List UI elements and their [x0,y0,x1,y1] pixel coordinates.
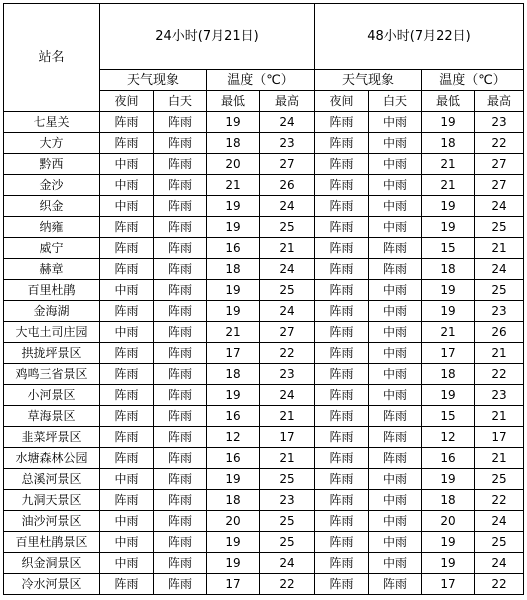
station-name-cell: 七星关 [4,112,100,133]
temp-max-24h-cell: 21 [260,238,315,259]
weather-day-48h-cell: 中雨 [369,553,422,574]
temp-min-24h-cell: 16 [207,238,260,259]
weather-night-24h-cell: 中雨 [100,511,154,532]
table-row [4,259,524,280]
weather-night-24h-cell: 阵雨 [100,259,154,280]
weather-day-24h-cell: 阵雨 [154,532,207,553]
temp-max-24h-cell: 25 [260,469,315,490]
temp-min-24h-cell: 19 [207,112,260,133]
weather-night-48h-cell: 阵雨 [315,301,369,322]
weather-night-48h-cell: 阵雨 [315,448,369,469]
weather-night-48h-cell: 阵雨 [315,196,369,217]
temp-max-48h-cell: 26 [475,322,524,343]
temp-min-24h-cell: 19 [207,553,260,574]
day-header-48h: 白天 [369,91,422,112]
temp-min-48h-cell: 12 [422,427,475,448]
weather-day-48h-cell: 中雨 [369,532,422,553]
min-header-48h: 最低 [422,91,475,112]
weather-day-24h-cell: 阵雨 [154,154,207,175]
station-name-cell: 大屯土司庄园 [4,322,100,343]
temp-max-24h-cell: 25 [260,511,315,532]
temp-min-48h-cell: 15 [422,238,475,259]
weather-day-24h-cell: 阵雨 [154,217,207,238]
weather-night-48h-cell: 阵雨 [315,133,369,154]
weather-day-48h-cell: 阵雨 [369,238,422,259]
weather-day-24h-cell: 阵雨 [154,574,207,595]
weather-night-48h-cell: 阵雨 [315,490,369,511]
temp-max-48h-cell: 24 [475,196,524,217]
temp-min-24h-cell: 19 [207,301,260,322]
weather-day-48h-cell: 阵雨 [369,259,422,280]
temp-max-24h-cell: 25 [260,280,315,301]
weather-day-48h-cell: 中雨 [369,112,422,133]
table-row [4,448,524,469]
weather-header-24h: 天气现象 [100,70,207,91]
weather-night-48h-cell: 阵雨 [315,322,369,343]
temp-min-24h-cell: 19 [207,280,260,301]
station-header: 站名 [4,4,100,112]
temp-max-24h-cell: 27 [260,154,315,175]
temp-min-48h-cell: 19 [422,385,475,406]
forecast-table-body [4,4,524,595]
temp-min-24h-cell: 19 [207,196,260,217]
table-row [4,280,524,301]
station-name-cell: 鸡鸣三省景区 [4,364,100,385]
temp-max-48h-cell: 25 [475,280,524,301]
station-name-cell: 总溪河景区 [4,469,100,490]
table-row [4,196,524,217]
weather-night-48h-cell: 阵雨 [315,532,369,553]
temp-min-24h-cell: 16 [207,406,260,427]
weather-day-48h-cell: 中雨 [369,196,422,217]
temp-min-48h-cell: 19 [422,301,475,322]
weather-day-24h-cell: 阵雨 [154,511,207,532]
temp-min-48h-cell: 19 [422,112,475,133]
weather-night-48h-cell: 阵雨 [315,469,369,490]
weather-night-24h-cell: 阵雨 [100,133,154,154]
weather-day-24h-cell: 阵雨 [154,343,207,364]
temp-max-24h-cell: 21 [260,448,315,469]
max-header-48h: 最高 [475,91,524,112]
temp-max-48h-cell: 24 [475,259,524,280]
temp-max-24h-cell: 25 [260,532,315,553]
weather-day-24h-cell: 阵雨 [154,553,207,574]
temp-max-24h-cell: 27 [260,322,315,343]
station-name-cell: 九洞天景区 [4,490,100,511]
temp-min-48h-cell: 18 [422,490,475,511]
weather-day-24h-cell: 阵雨 [154,364,207,385]
min-header-24h: 最低 [207,91,260,112]
weather-day-24h-cell: 阵雨 [154,322,207,343]
temp-min-48h-cell: 18 [422,133,475,154]
table-row [4,343,524,364]
temp-max-48h-cell: 21 [475,238,524,259]
weather-night-24h-cell: 阵雨 [100,238,154,259]
weather-day-24h-cell: 阵雨 [154,133,207,154]
temp-max-48h-cell: 25 [475,217,524,238]
weather-night-48h-cell: 阵雨 [315,553,369,574]
weather-night-24h-cell: 阵雨 [100,490,154,511]
weather-night-48h-cell: 阵雨 [315,511,369,532]
weather-day-24h-cell: 阵雨 [154,448,207,469]
temp-min-24h-cell: 19 [207,532,260,553]
weather-day-48h-cell: 阵雨 [369,448,422,469]
station-name-cell: 冷水河景区 [4,574,100,595]
table-row [4,301,524,322]
station-name-cell: 小河景区 [4,385,100,406]
temp-max-24h-cell: 24 [260,301,315,322]
weather-night-24h-cell: 阵雨 [100,364,154,385]
temp-max-48h-cell: 21 [475,448,524,469]
weather-night-48h-cell: 阵雨 [315,385,369,406]
table-row [4,574,524,595]
station-name-cell: 赫章 [4,259,100,280]
weather-night-24h-cell: 中雨 [100,196,154,217]
temp-max-24h-cell: 22 [260,574,315,595]
weather-day-48h-cell: 中雨 [369,175,422,196]
table-row [4,112,524,133]
max-header-24h: 最高 [260,91,315,112]
station-name-cell: 威宁 [4,238,100,259]
table-row [4,469,524,490]
temp-min-48h-cell: 19 [422,469,475,490]
station-name-cell: 大方 [4,133,100,154]
weather-night-24h-cell: 阵雨 [100,574,154,595]
temp-header-24h: 温度（℃） [207,70,315,91]
station-name-cell: 百里杜鹃 [4,280,100,301]
temp-min-24h-cell: 20 [207,154,260,175]
temp-max-48h-cell: 25 [475,532,524,553]
weather-day-24h-cell: 阵雨 [154,427,207,448]
table-row [4,322,524,343]
table-row [4,175,524,196]
temp-min-48h-cell: 19 [422,532,475,553]
temp-min-48h-cell: 21 [422,154,475,175]
temp-max-48h-cell: 23 [475,385,524,406]
temp-min-24h-cell: 18 [207,364,260,385]
day-header-24h: 白天 [154,91,207,112]
weather-night-24h-cell: 中雨 [100,553,154,574]
temp-min-48h-cell: 21 [422,175,475,196]
weather-night-48h-cell: 阵雨 [315,175,369,196]
temp-min-24h-cell: 17 [207,343,260,364]
station-name-cell: 草海景区 [4,406,100,427]
weather-night-48h-cell: 阵雨 [315,280,369,301]
table-row [4,217,524,238]
weather-day-48h-cell: 阵雨 [369,427,422,448]
station-name-cell: 油沙河景区 [4,511,100,532]
weather-night-24h-cell: 阵雨 [100,301,154,322]
station-name-cell: 纳雍 [4,217,100,238]
table-row [4,490,524,511]
weather-night-48h-cell: 阵雨 [315,406,369,427]
temp-max-48h-cell: 22 [475,574,524,595]
temp-max-24h-cell: 24 [260,385,315,406]
temp-min-48h-cell: 20 [422,511,475,532]
weather-day-48h-cell: 中雨 [369,154,422,175]
station-name-cell: 织金洞景区 [4,553,100,574]
temp-max-48h-cell: 27 [475,175,524,196]
temp-min-24h-cell: 21 [207,322,260,343]
temp-min-48h-cell: 18 [422,259,475,280]
temp-max-24h-cell: 24 [260,553,315,574]
weather-night-48h-cell: 阵雨 [315,259,369,280]
weather-day-48h-cell: 中雨 [369,364,422,385]
weather-day-24h-cell: 阵雨 [154,259,207,280]
temp-min-24h-cell: 18 [207,490,260,511]
temp-min-24h-cell: 16 [207,448,260,469]
table-row [4,406,524,427]
station-name-cell: 水塘森林公园 [4,448,100,469]
weather-day-24h-cell: 阵雨 [154,469,207,490]
weather-day-24h-cell: 阵雨 [154,112,207,133]
weather-day-48h-cell: 中雨 [369,385,422,406]
forecast-table [3,3,524,595]
temp-min-48h-cell: 17 [422,343,475,364]
weather-day-48h-cell: 中雨 [369,280,422,301]
station-name-cell: 金海湖 [4,301,100,322]
weather-night-48h-cell: 阵雨 [315,343,369,364]
night-header-48h: 夜间 [315,91,369,112]
temp-max-24h-cell: 21 [260,406,315,427]
station-name-cell: 百里杜鹃景区 [4,532,100,553]
weather-night-24h-cell: 阵雨 [100,385,154,406]
temp-min-48h-cell: 16 [422,448,475,469]
table-row [4,154,524,175]
temp-max-48h-cell: 27 [475,154,524,175]
weather-night-24h-cell: 阵雨 [100,217,154,238]
weather-night-24h-cell: 中雨 [100,322,154,343]
temp-max-48h-cell: 25 [475,469,524,490]
weather-day-48h-cell: 中雨 [369,322,422,343]
weather-night-24h-cell: 中雨 [100,175,154,196]
weather-night-24h-cell: 阵雨 [100,448,154,469]
temp-max-48h-cell: 22 [475,490,524,511]
weather-night-24h-cell: 中雨 [100,532,154,553]
temp-max-24h-cell: 24 [260,112,315,133]
weather-night-24h-cell: 阵雨 [100,343,154,364]
weather-day-48h-cell: 中雨 [369,217,422,238]
table-row [4,133,524,154]
weather-night-24h-cell: 中雨 [100,280,154,301]
weather-night-48h-cell: 阵雨 [315,112,369,133]
temp-max-48h-cell: 21 [475,406,524,427]
station-name-cell: 金沙 [4,175,100,196]
temp-min-24h-cell: 19 [207,469,260,490]
station-name-cell: 黔西 [4,154,100,175]
temp-max-24h-cell: 17 [260,427,315,448]
weather-day-24h-cell: 阵雨 [154,490,207,511]
temp-min-24h-cell: 18 [207,133,260,154]
temp-max-24h-cell: 24 [260,196,315,217]
temp-max-48h-cell: 17 [475,427,524,448]
temp-max-24h-cell: 25 [260,217,315,238]
table-row [4,385,524,406]
weather-night-48h-cell: 阵雨 [315,574,369,595]
table-row [4,238,524,259]
weather-night-24h-cell: 中雨 [100,154,154,175]
weather-day-24h-cell: 阵雨 [154,406,207,427]
temp-header-48h: 温度（℃） [422,70,524,91]
temp-min-48h-cell: 19 [422,280,475,301]
temp-min-48h-cell: 17 [422,574,475,595]
weather-day-24h-cell: 阵雨 [154,196,207,217]
weather-night-24h-cell: 阵雨 [100,406,154,427]
temp-max-48h-cell: 24 [475,553,524,574]
weather-day-48h-cell: 中雨 [369,511,422,532]
weather-header-48h: 天气现象 [315,70,422,91]
temp-min-48h-cell: 21 [422,322,475,343]
temp-max-48h-cell: 22 [475,364,524,385]
temp-max-48h-cell: 23 [475,301,524,322]
temp-max-24h-cell: 22 [260,343,315,364]
temp-min-24h-cell: 12 [207,427,260,448]
weather-day-24h-cell: 阵雨 [154,301,207,322]
temp-max-48h-cell: 22 [475,133,524,154]
table-row [4,532,524,553]
table-row [4,427,524,448]
station-name-cell: 织金 [4,196,100,217]
night-header-24h: 夜间 [100,91,154,112]
temp-max-24h-cell: 26 [260,175,315,196]
table-row [4,364,524,385]
weather-day-24h-cell: 阵雨 [154,175,207,196]
temp-min-24h-cell: 17 [207,574,260,595]
weather-night-24h-cell: 中雨 [100,469,154,490]
station-name-cell: 拱拢坪景区 [4,343,100,364]
weather-night-48h-cell: 阵雨 [315,238,369,259]
temp-min-24h-cell: 19 [207,217,260,238]
temp-min-48h-cell: 15 [422,406,475,427]
weather-day-48h-cell: 阵雨 [369,406,422,427]
table-row [4,511,524,532]
temp-max-48h-cell: 24 [475,511,524,532]
station-name-cell: 韭菜坪景区 [4,427,100,448]
temp-min-48h-cell: 19 [422,553,475,574]
temp-max-48h-cell: 21 [475,343,524,364]
temp-max-24h-cell: 24 [260,259,315,280]
temp-min-48h-cell: 18 [422,364,475,385]
weather-night-24h-cell: 阵雨 [100,112,154,133]
temp-min-24h-cell: 21 [207,175,260,196]
weather-night-48h-cell: 阵雨 [315,154,369,175]
temp-min-24h-cell: 19 [207,385,260,406]
weather-day-48h-cell: 阵雨 [369,574,422,595]
period-48h-header: 48小时(7月22日) [315,4,524,70]
temp-max-24h-cell: 23 [260,133,315,154]
weather-day-48h-cell: 中雨 [369,469,422,490]
period-24h-header: 24小时(7月21日) [100,4,315,70]
temp-min-24h-cell: 18 [207,259,260,280]
weather-day-48h-cell: 中雨 [369,133,422,154]
header-row-periods [4,4,524,70]
temp-max-24h-cell: 23 [260,364,315,385]
weather-day-48h-cell: 中雨 [369,343,422,364]
temp-max-24h-cell: 23 [260,490,315,511]
weather-day-48h-cell: 中雨 [369,490,422,511]
temp-min-48h-cell: 19 [422,217,475,238]
weather-night-48h-cell: 阵雨 [315,427,369,448]
weather-night-48h-cell: 阵雨 [315,217,369,238]
weather-day-24h-cell: 阵雨 [154,238,207,259]
weather-day-48h-cell: 中雨 [369,301,422,322]
weather-night-48h-cell: 阵雨 [315,364,369,385]
weather-day-24h-cell: 阵雨 [154,280,207,301]
weather-day-24h-cell: 阵雨 [154,385,207,406]
temp-min-48h-cell: 19 [422,196,475,217]
table-row [4,553,524,574]
weather-night-24h-cell: 阵雨 [100,427,154,448]
temp-max-48h-cell: 23 [475,112,524,133]
temp-min-24h-cell: 20 [207,511,260,532]
